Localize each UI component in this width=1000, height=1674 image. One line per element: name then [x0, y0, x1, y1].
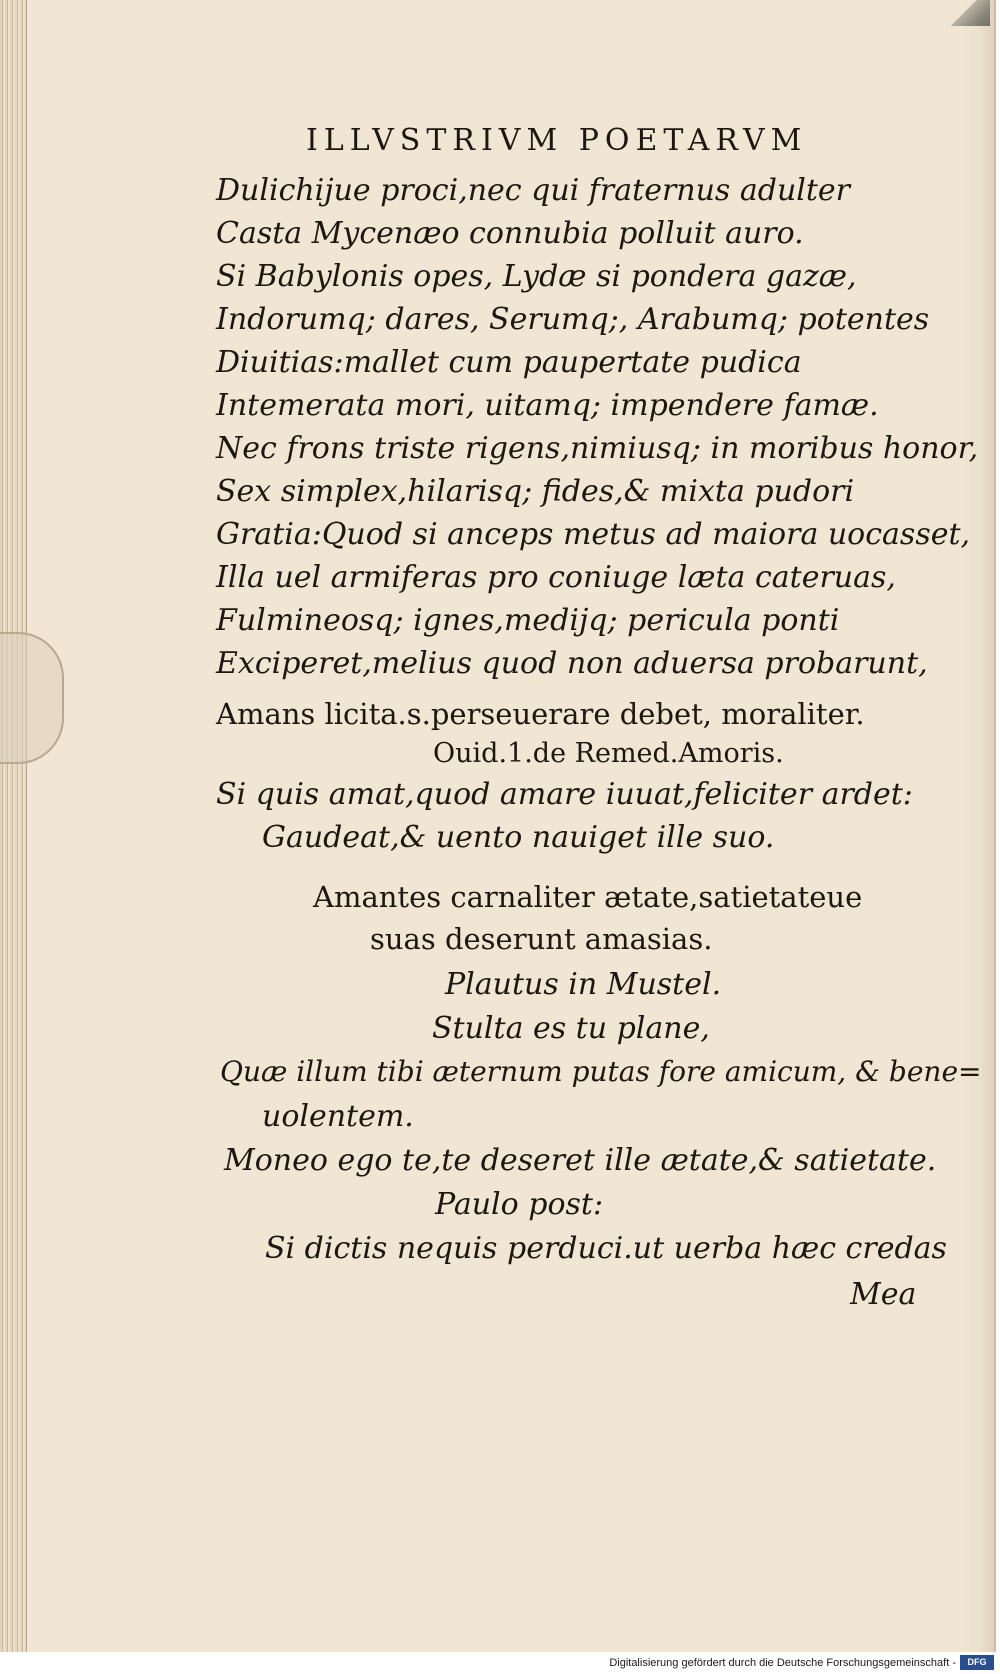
verse-line: Stulta es tu plane, — [432, 1011, 710, 1046]
verse-line: Quæ illum tibi æternum putas fore amicum, & bene= — [220, 1055, 982, 1088]
verse-line: uolentem. — [262, 1099, 414, 1134]
running-head: ILLVSTRIVM POETARVM — [306, 123, 808, 158]
verse-line: Gaudeat,& uento nauiget ille suo. — [262, 820, 775, 855]
verse-line: Nec frons triste rigens,nimiusq; in moribus honor, — [216, 431, 979, 466]
verse-line: Moneo ego te,te deseret ille ætate,& satietate. — [224, 1143, 937, 1178]
verse-line: Intemerata mori, uitamq; impendere famæ. — [216, 388, 879, 423]
verse-line: Indorumq; dares, Serumq;, Arabumq; potentes — [216, 302, 930, 337]
verse-line: Si Babylonis opes, Lydæ si pondera gazæ, — [216, 259, 857, 294]
page-fore-edge — [0, 0, 27, 1652]
digitization-credit: Digitalisierung gefördert durch die Deutsche Forschungsgemeinschaft - — [609, 1657, 956, 1669]
verse-line: Gratia:Quod si anceps metus ad maiora uocasset, — [216, 517, 971, 552]
verse-line: Fulmineosq; ignes,medijq; pericula ponti — [216, 603, 840, 638]
page-corner-wear — [950, 0, 990, 26]
verse-line: Exciperet,melius quod non aduersa probarunt, — [216, 646, 928, 681]
source-attribution: Plautus in Mustel. — [445, 967, 722, 1002]
verse-line: Casta Mycenæo connubia polluit auro. — [216, 216, 804, 251]
section-heading: Amantes carnaliter ætate,satietateue — [313, 880, 863, 914]
verse-line: Sex simplex,hilarisq; fides,& mixta pudori — [216, 474, 855, 509]
verse-line: Si dictis nequis perduci.ut uerba hæc credas — [265, 1231, 947, 1266]
section-heading-continued: suas deserunt amasias. — [370, 922, 713, 956]
verse-line: Diuitias:mallet cum paupertate pudica — [216, 345, 802, 380]
catchword: Mea — [850, 1277, 917, 1312]
verse-line: Dulichijue proci,nec qui fraternus adulter — [216, 173, 851, 208]
section-heading: Amans licita.s.perseuerare debet, moraliter. — [216, 697, 865, 731]
dfg-logo-icon: DFG — [960, 1655, 994, 1670]
verse-line: Paulo post: — [435, 1187, 604, 1222]
thumb-tab — [0, 632, 64, 764]
source-attribution: Ouid.1.de Remed.Amoris. — [433, 738, 784, 769]
page-binding-shadow — [960, 0, 994, 1652]
verse-line: Si quis amat,quod amare iuuat,feliciter ardet: — [216, 777, 913, 812]
verse-line: Illa uel armiferas pro coniuge læta cateruas, — [216, 560, 896, 595]
